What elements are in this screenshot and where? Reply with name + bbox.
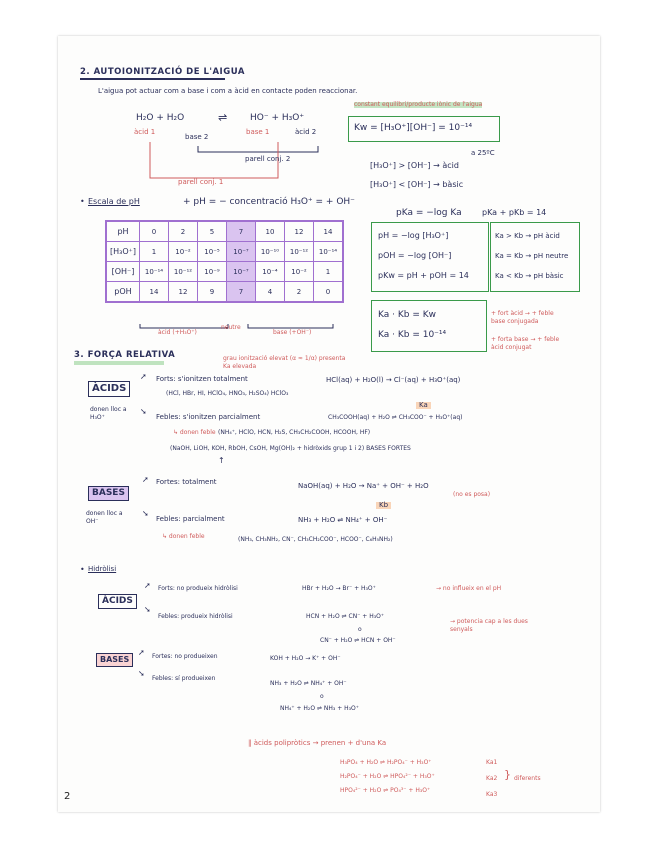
brace: } <box>504 768 511 781</box>
ka-label: Ka <box>416 402 431 409</box>
ph-table-row <box>106 242 343 262</box>
weak-acids-sub: ↳ donen feble <box>173 429 216 436</box>
h-strong-bases: Fortes: no produeixen <box>152 653 218 660</box>
h-or1: o <box>358 626 362 633</box>
ph-table-cell: 4 <box>256 282 285 303</box>
ph-row-label: [H₃O⁺] <box>106 242 140 262</box>
formula-pkw: pKw = pH + pOH = 14 <box>378 271 469 280</box>
arrow-forts: ➚ <box>140 372 147 381</box>
ka1-label: Ka1 <box>486 759 498 766</box>
polyprotic-note: ‖ àcids polipròtics → prenen + d'una Ka <box>248 739 387 747</box>
h-or2: o <box>320 693 324 700</box>
strong-bases: Fortes: totalment <box>156 478 217 486</box>
h-weak-bases: Febles: sí produeixen <box>152 675 216 682</box>
label-acid2: àcid 2 <box>295 128 317 136</box>
ph-table-cell: 14 <box>314 221 344 242</box>
kw-note: constant equilibri/producte iònic de l'aigua <box>354 101 483 108</box>
note-strong-base: + forta base → + feble àcid conjugat <box>491 336 560 351</box>
bullet-hidrolisi: • <box>80 565 85 574</box>
ph-row-label: pOH <box>106 282 140 303</box>
ph-table-cell: 2 <box>169 221 198 242</box>
ph-table-cell: 10⁻² <box>169 242 198 262</box>
condition-basic: [H₃O⁺] < [OH⁻] → bàsic <box>370 180 464 189</box>
acids-box: ÀCIDS <box>88 381 130 397</box>
weak-base-eq: NH₃ + H₂O ⇌ NH₄⁺ + OH⁻ <box>298 516 388 524</box>
ka-eq-kb: Ka = Kb → pH neutre <box>495 252 569 260</box>
ph-table-cell: 1 <box>314 262 344 282</box>
kakb-box <box>371 300 487 352</box>
poly-eq2: H₂PO₄⁻ + H₂O ⇌ HPO₄²⁻ + H₃O⁺ <box>340 773 435 780</box>
ph-table-cell: 10⁻⁷ <box>227 242 256 262</box>
h-weak-acid-eq2: CN⁻ + H₂O ⇌ HCN + OH⁻ <box>320 637 396 644</box>
kb-label: Kb <box>376 502 391 509</box>
ph-table-cell: 10⁻¹⁴ <box>140 262 169 282</box>
strong-base-eq: NaOH(aq) + H₂O → Na⁺ + OH⁻ + H₂O <box>298 482 429 490</box>
bases-sub: donen lloc a OH⁻ <box>86 510 123 526</box>
arrow-hb-forts: ➚ <box>138 648 145 657</box>
label-acid1: àcid 1 <box>134 128 156 136</box>
page-number: 2 <box>64 791 71 802</box>
arrow-bfebles: ➘ <box>142 509 149 518</box>
equilibrium-arrow: ⇌ <box>218 111 228 124</box>
weak-acids-list: (NH₄⁺, HClO, HCN, H₂S, CH₃CH₂COOH, HCOOH, HF) <box>218 429 371 436</box>
arrow-up: ↑ <box>218 456 225 465</box>
ka3-label: Ka3 <box>486 791 498 798</box>
hidrolisi-bases-box: BASES <box>96 653 133 667</box>
ka-gt-kb: Ka > Kb → pH àcid <box>495 232 560 240</box>
ph-table-cell: 10⁻⁴ <box>256 262 285 282</box>
weak-bases: Febles: parcialment <box>156 515 225 523</box>
range-base: base (+OH⁻) <box>273 329 312 336</box>
ph-table-cell: 12 <box>285 221 314 242</box>
label-parell2: parell conj. 2 <box>245 155 291 163</box>
ph-table-cell: 9 <box>198 282 227 303</box>
weak-acid-eq: CH₃COOH(aq) + H₂O ⇌ CH₃COO⁻ + H₃O⁺(aq) <box>328 414 463 421</box>
h-strong-acid-eq: HBr + H₂O → Br⁻ + H₃O⁺ <box>302 585 376 592</box>
kw-equation: Kw = [H₃O⁺][OH⁻] = 10⁻¹⁴ <box>354 123 473 133</box>
h-weak-acids: Febles: produeix hidròlisi <box>158 613 233 620</box>
h-strong-base-eq: KOH + H₂O → K⁺ + OH⁻ <box>270 655 341 662</box>
h-strong-acids: Forts: no produeix hidròlisi <box>158 585 238 592</box>
kakb-value: Ka · Kb = 10⁻¹⁴ <box>378 330 447 340</box>
arrow-febles: ➘ <box>140 407 147 416</box>
ph-table-cell: 10⁻² <box>285 262 314 282</box>
formula-ph: pH = −log [H₃O⁺] <box>378 231 449 240</box>
weak-bases-sub: ↳ donen feble <box>162 533 205 540</box>
strong-acids-list: (HCl, HBr, HI, HClO₄, HNO₃, H₂SO₄) HClO₃ <box>166 390 289 397</box>
ionization-note: grau ionització elevat (α ≈ 1/α) presenta Ka elevada <box>223 355 346 370</box>
ph-table-cell: 2 <box>285 282 314 303</box>
ph-table-row <box>106 282 343 303</box>
label-base2: base 2 <box>185 133 209 141</box>
h-weak-acid-eq1: HCN + H₂O ⇌ CN⁻ + H₃O⁺ <box>306 613 385 620</box>
ph-table-cell: 10⁻¹² <box>169 262 198 282</box>
ph-table-cell: 10⁻⁷ <box>227 262 256 282</box>
strong-acids: Forts: s'ionitzen totalment <box>156 375 248 383</box>
ph-scale-title: Escala de pH <box>88 197 140 206</box>
ph-table-cell: 7 <box>227 221 256 242</box>
ph-formula: + pH = − concentració H₃O⁺ = + OH⁻ <box>183 197 355 207</box>
bullet: • <box>80 197 85 206</box>
note-strong-acid: + fort àcid → + feble base conjugada <box>491 310 554 325</box>
ph-table-cell: 14 <box>140 282 169 303</box>
kw-temperature: a 25ºC <box>471 149 495 157</box>
ph-table-cell: 10⁻⁹ <box>198 262 227 282</box>
conjugate-pair-brackets <box>138 138 338 186</box>
arrow-h-febles: ➘ <box>144 605 151 614</box>
poly-eq3: HPO₄²⁻ + H₂O ⇌ PO₄³⁻ + H₃O⁺ <box>340 787 431 794</box>
weak-bases-list: (NH₃, CH₃NH₂, CN⁻, CH₃CH₂COO⁻, HCOO⁻, C₆H₅NH₂) <box>238 536 393 543</box>
strong-acid-eq: HCl(aq) + H₂O(l) → Cl⁻(aq) + H₃O⁺(aq) <box>326 376 461 384</box>
ka-lt-kb: Ka < Kb → pH bàsic <box>495 272 564 280</box>
formula-poh: pOH = −log [OH⁻] <box>378 251 452 260</box>
section-title-autoionitzacio: 2. AUTOIONITZACIÓ DE L'AIGUA <box>80 67 245 77</box>
weak-acids: Febles: s'ionitzen parcialment <box>156 413 261 421</box>
ph-row-label: pH <box>106 221 140 242</box>
ph-table-cell: 10⁻¹⁰ <box>256 242 285 262</box>
reaction-left: H₂O + H₂O <box>136 113 185 123</box>
section-title-forca: 3. FORÇA RELATIVA <box>74 350 176 360</box>
intro-text: L'aigua pot actuar com a base i com a àcid en contacte poden reaccionar. <box>98 87 358 95</box>
ka-diferents: diferents <box>514 775 541 782</box>
arrow-h-forts: ➚ <box>144 581 151 590</box>
ph-table-row <box>106 262 343 282</box>
label-base1: base 1 <box>246 128 270 136</box>
pka-pkb-sum: pKa + pKb = 14 <box>482 208 547 217</box>
hidrolisi-acids-box: ÀCIDS <box>98 594 137 609</box>
h-weak-base-eq2: NH₄⁺ + H₂O ⇌ NH₃ + H₃O⁺ <box>280 705 359 712</box>
ka2-label: Ka2 <box>486 775 498 782</box>
ph-table-cell: 7 <box>227 282 256 303</box>
hidrolisi-title: Hidròlisi <box>88 565 117 573</box>
arrow-bforts: ➚ <box>142 475 149 484</box>
reaction-right: HO⁻ + H₃O⁺ <box>250 113 305 123</box>
strong-base-note: (no es posa) <box>453 491 491 498</box>
range-acid: àcid (+H₃O⁺) <box>158 329 197 336</box>
range-neutre: neutre <box>221 324 241 331</box>
ph-table-cell: 10 <box>256 221 285 242</box>
title-highlight <box>74 361 164 365</box>
h-weak-acid-note: → potencia cap a les dues senyals <box>450 618 528 634</box>
ph-table-cell: 0 <box>140 221 169 242</box>
ph-table-cell: 0 <box>314 282 344 303</box>
ph-table-cell: 1 <box>140 242 169 262</box>
h-weak-base-eq1: NH₃ + H₂O ⇌ NH₄⁺ + OH⁻ <box>270 680 347 687</box>
title-underline <box>80 78 225 80</box>
ph-row-label: [OH⁻] <box>106 262 140 282</box>
ph-table-cell: 10⁻⁵ <box>198 242 227 262</box>
arrow-hb-febles: ➘ <box>138 669 145 678</box>
ph-table <box>105 220 344 303</box>
bases-box: BASES <box>88 486 129 501</box>
strong-bases-list: (NaOH, LiOH, KOH, RbOH, CsOH, Mg(OH)₂ + hidròxids grup 1 i 2) BASES FORTES <box>170 445 411 452</box>
pka-definition: pKa = −log Ka <box>396 208 462 218</box>
ph-table-cell: 5 <box>198 221 227 242</box>
notebook-page <box>58 36 600 812</box>
ph-table-cell: 10⁻¹⁴ <box>314 242 344 262</box>
condition-acid: [H₃O⁺] > [OH⁻] → àcid <box>370 161 459 170</box>
ph-table-cell: 10⁻¹² <box>285 242 314 262</box>
h-strong-acid-note: → no influeix en el pH <box>436 585 502 592</box>
poly-eq1: H₃PO₄ + H₂O ⇌ H₂PO₄⁻ + H₃O⁺ <box>340 759 432 766</box>
label-parell1: parell conj. 1 <box>178 178 224 186</box>
ph-table-cell: 12 <box>169 282 198 303</box>
acids-sub: donen lloc a H₃O⁺ <box>90 406 127 422</box>
ph-table-row <box>106 221 343 242</box>
kakb-kw: Ka · Kb = Kw <box>378 310 436 320</box>
